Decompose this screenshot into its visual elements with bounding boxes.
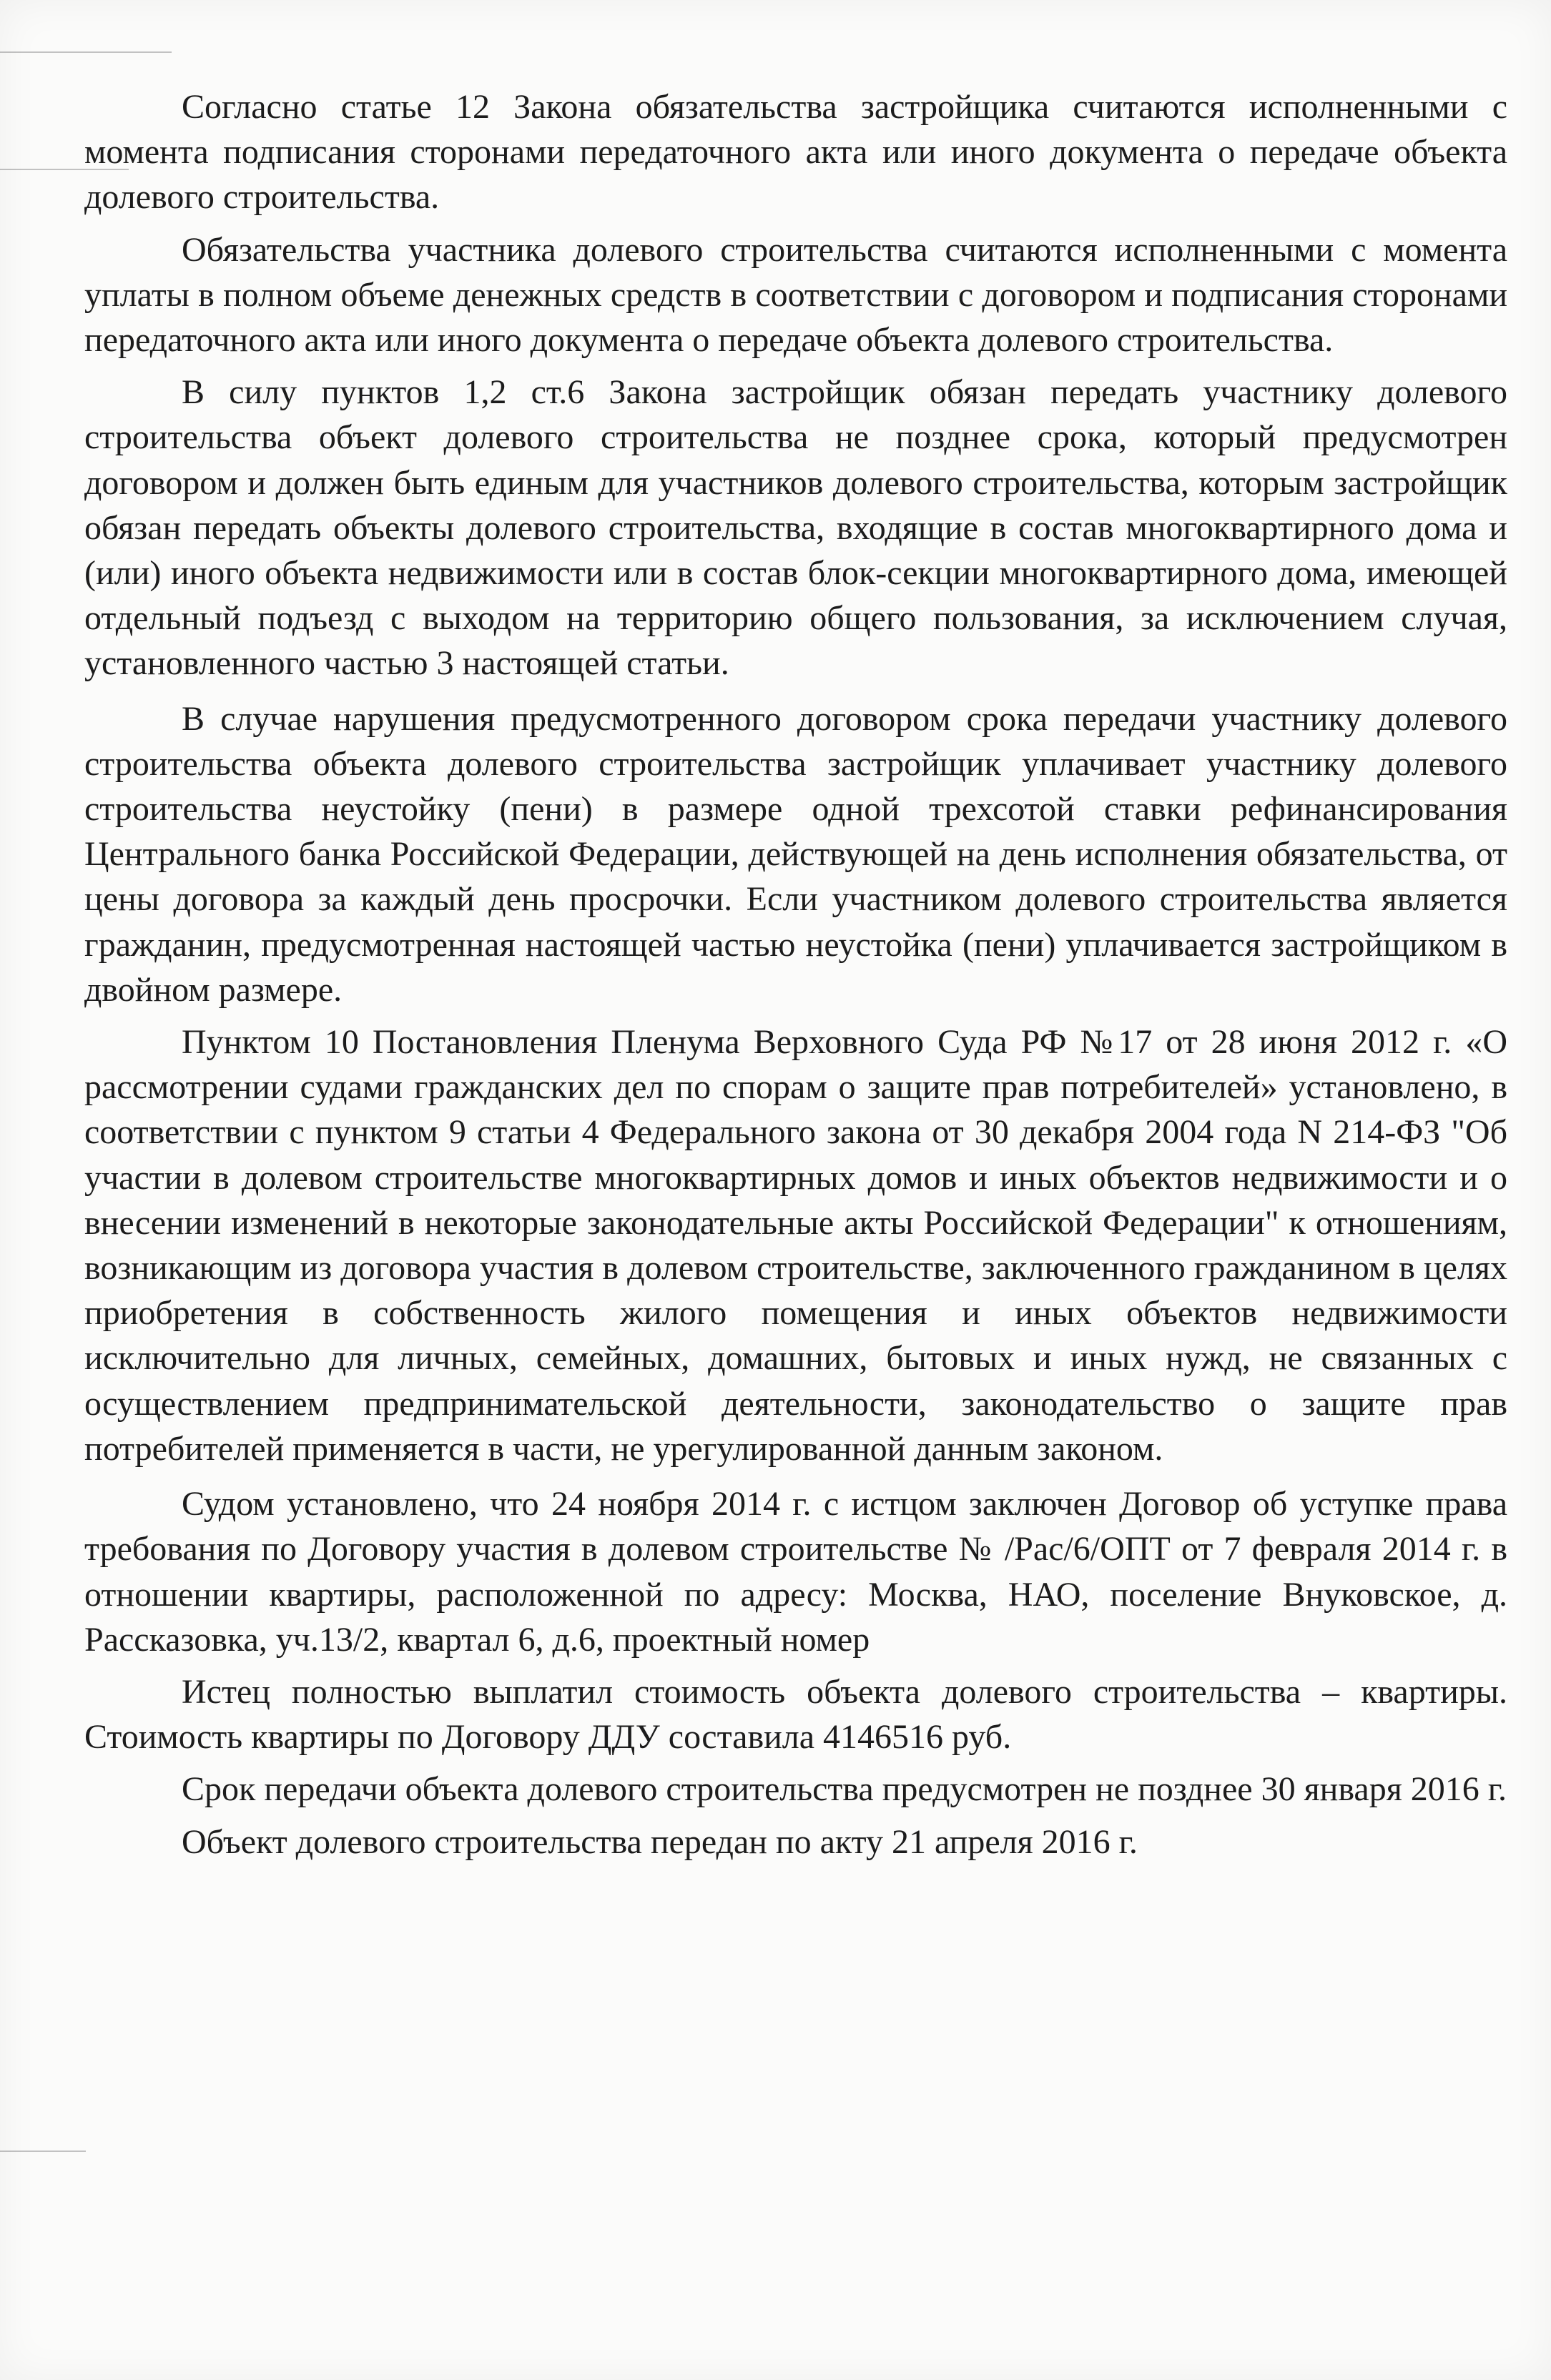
paragraph-payment: Истец полностью выплатил стоимость объекта долевого строительства – квартиры. Стоимость квартиры по Договору ДДУ составила 4146516 руб. xyxy=(84,1672,1507,1757)
paragraph-transfer-date-term: Срок передачи объекта долевого строительства предусмотрен не позднее 30 января 2016 г. xyxy=(182,1770,1507,1809)
paragraph-transfer-act: Объект долевого строительства передан по акту 21 апреля 2016 г. xyxy=(182,1822,1138,1861)
paragraph-penalty: В случае нарушения предусмотренного договором срока передачи участнику долевого строительства объекта долевого строительства застройщик уплачивает участнику долевого строительства неустойку (пени) в размере одной трехсотой ставки рефинансирования Центрального банка Российской Федерации, действующей на день исполнения обязательства, от цены договора за каждый день просрочки. Если участником долевого строительства является гражданин, предусмотренная настоящей частью неустойка (пени) уплачивается застройщиком в двойном размере. xyxy=(84,699,1507,1009)
paragraph-court-findings: Судом установлено, что 24 ноября 2014 г. с истцом заключен Договор об уступке права требования по Договору участия в долевом строительстве № /Рас/6/ОПТ от 7 февраля 2014 г. в отношении квартиры, расположенной по адресу: Москва, НАО, поселение Внуковское, д. Рассказовка, уч.13/2, квартал 6, д.6, проектный номер xyxy=(84,1485,1507,1659)
scan-artifact-line xyxy=(0,2151,86,2152)
document-body xyxy=(84,84,1507,1872)
scan-artifact-line xyxy=(0,51,172,53)
paragraph-supreme-court-resolution: Пунктом 10 Постановления Пленума Верховного Суда РФ №17 от 28 июня 2012 г. «О рассмотрении судами гражданских дел по спорам о защите прав потребителей» установлено, в соответствии с пунктом 9 статьи 4 Федерального закона от 30 декабря 2004 года N 214-ФЗ "Об участии в долевом строительстве многоквартирных домов и иных объектов недвижимости и о внесении изменений в некоторые законодательные акты Российской Федерации" к отношениям, возникающим из договора участия в долевом строительстве, заключенного гражданином в целях приобретения в собственность жилого помещения и иных объектов недвижимости исключительно для личных, семейных, домашних, бытовых и иных нужд, не связанных с осуществлением предпринимательской деятельности, законодательство о защите прав потребителей применяется в части, не урегулированной данным законом. xyxy=(84,1023,1507,1468)
paragraph-obligations-developer: Согласно статье 12 Закона обязательства застройщика считаются исполненными с момента подписания сторонами передаточного акта или иного документа о передаче объекта долевого строительства. xyxy=(84,88,1507,217)
paragraph-transfer-deadline: В силу пунктов 1,2 ст.6 Закона застройщик обязан передать участнику долевого строительства объект долевого строительства не позднее срока, который предусмотрен договором и должен быть единым для участников долевого строительства, которым застройщик обязан передать объекты долевого строительства, входящие в состав многоквартирного дома и (или) иного объекта недвижимости или в состав блок-секции многоквартирного дома, имеющей отдельный подъезд с выходом на территорию общего пользования, за исключением случая, установленного частью 3 настоящей статьи. xyxy=(84,373,1507,683)
paragraph-obligations-participant: Обязательства участника долевого строительства считаются исполненными с момента уплаты в полном объеме денежных средств в соответствии с договором и подписания сторонами передаточного акта или иного документа о передаче объекта долевого строительства. xyxy=(84,230,1507,360)
